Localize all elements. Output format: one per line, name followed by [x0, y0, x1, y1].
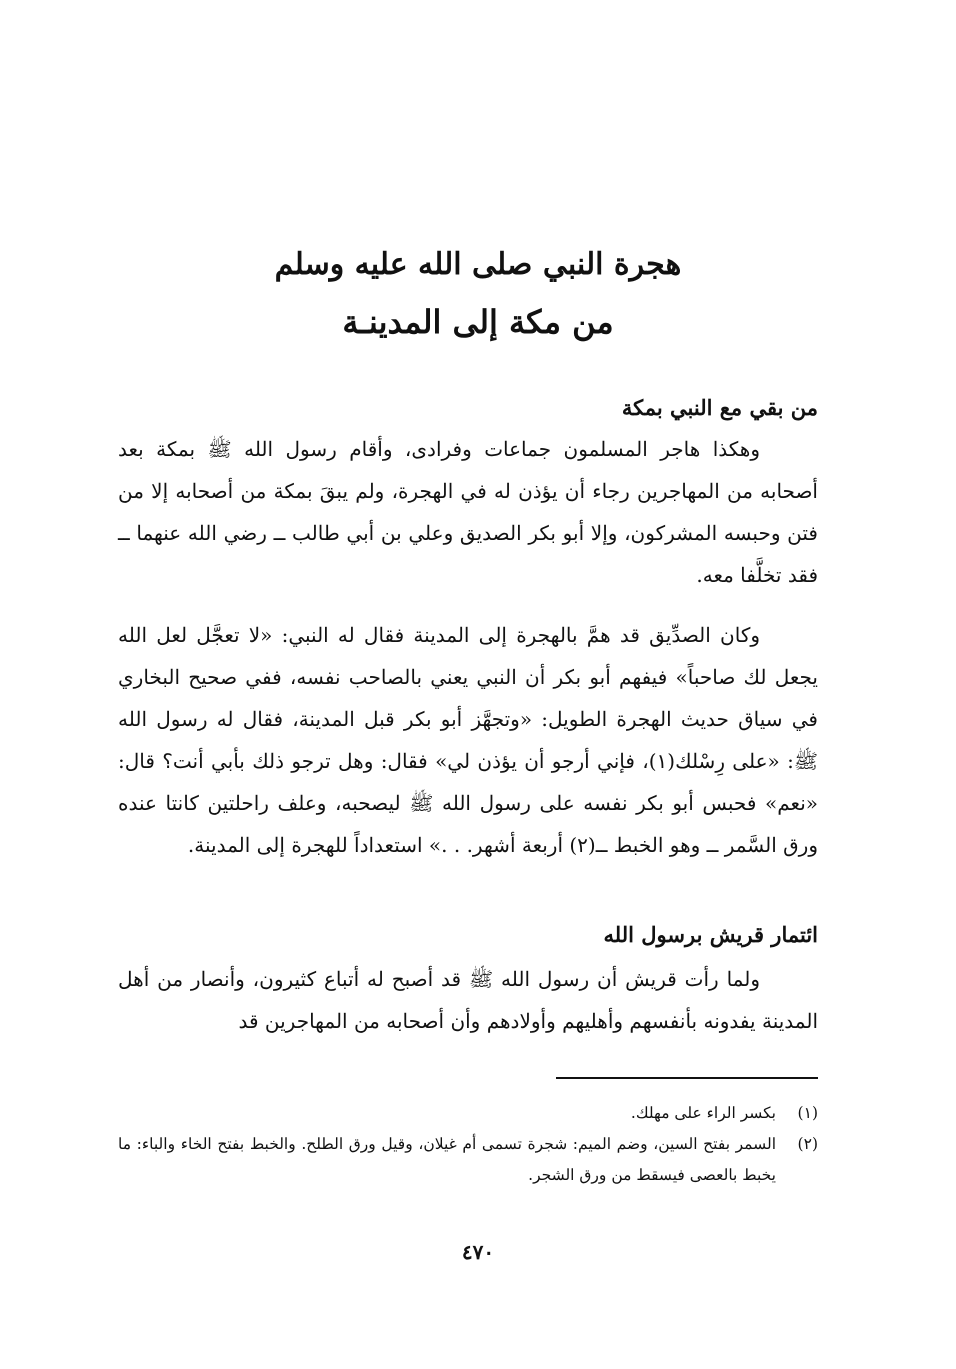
footnotes: [118, 1098, 818, 1191]
page-number: ٤٧٠: [461, 1240, 495, 1264]
paragraph-text: ولما رأت قريش أن رسول الله ﷺ قد أصبح له أتباع كثيرون، وأنصار من أهل المدينة يفدونه بأنفسهم وأهليهم وأولادهم وأن أصحابه من المهاجرين قد: [118, 967, 818, 1033]
chapter-title-line2: من مكة إلى المدينـة: [342, 303, 614, 341]
footnote-text: السمر بفتح السين، وضم الميم: شجرة تسمى أم غيلان، وقيل ورق الطلح. والخبط بفتح الخاء والباء: ما يخبط بالعصى فيسقط من ورق الشجر.: [118, 1135, 776, 1184]
footnote-1: [118, 1098, 818, 1129]
footnote-text: بكسر الراء على مهلك.: [630, 1104, 776, 1122]
chapter-title-line1: هجرة النبي صلى الله عليه وسلم: [274, 247, 682, 282]
section-1-paragraph-2: [118, 614, 818, 866]
paragraph-text: وكان الصدِّيق قد همَّ بالهجرة إلى المدينة فقال له النبي: «لا تعجَّل لعل الله يجعل لك صاحباً» فيفهم أبو بكر أن النبي يعني بالصاحب نفسه، ففي صحيح البخاري في سياق حديث الهجرة الطويل: «وتجهَّز أبو بكر قبل المدينة، فقال له رسول الله ﷺ: «على رِسْلك(١)، فإني أرجو أن يؤذن لي» فقال: وهل ترجو ذلك بأبي أنت؟ قال: «نعم» فحبس أبو بكر نفسه على رسول الله ﷺ ليصحبه، وعلف راحلتين كانتا عنده ورق السَّمر ــ وهو الخبط ــ(٢) أربعة أشهر. . .» استعداداً للهجرة إلى المدينة.: [118, 623, 818, 857]
section-1-paragraph-1: [118, 428, 818, 596]
section-2-paragraph-1: [118, 958, 818, 1042]
footnote-number: (١): [797, 1104, 818, 1122]
paragraph-text: وهكذا هاجر المسلمون جماعات وفرادى، وأقام رسول الله ﷺ بمكة بعد أصحابه من المهاجرين رجاء أن يؤذن له في الهجرة، ولم يبقَ بمكة من أصحابه إلا من فتن وحبسه المشركون، وإلا أبو بكر الصديق وعلي بن أبي طالب ــ رضي الله عنهما ــ فقد تخلَّفا معه.: [118, 437, 818, 587]
section-heading-2: ائتمار قريش برسول الله: [603, 922, 818, 947]
footnote-separator: [556, 1077, 818, 1079]
footnote-2: [118, 1129, 818, 1191]
section-heading-1: من بقي مع النبي بمكة: [621, 395, 818, 420]
footnote-number: (٢): [797, 1135, 818, 1153]
